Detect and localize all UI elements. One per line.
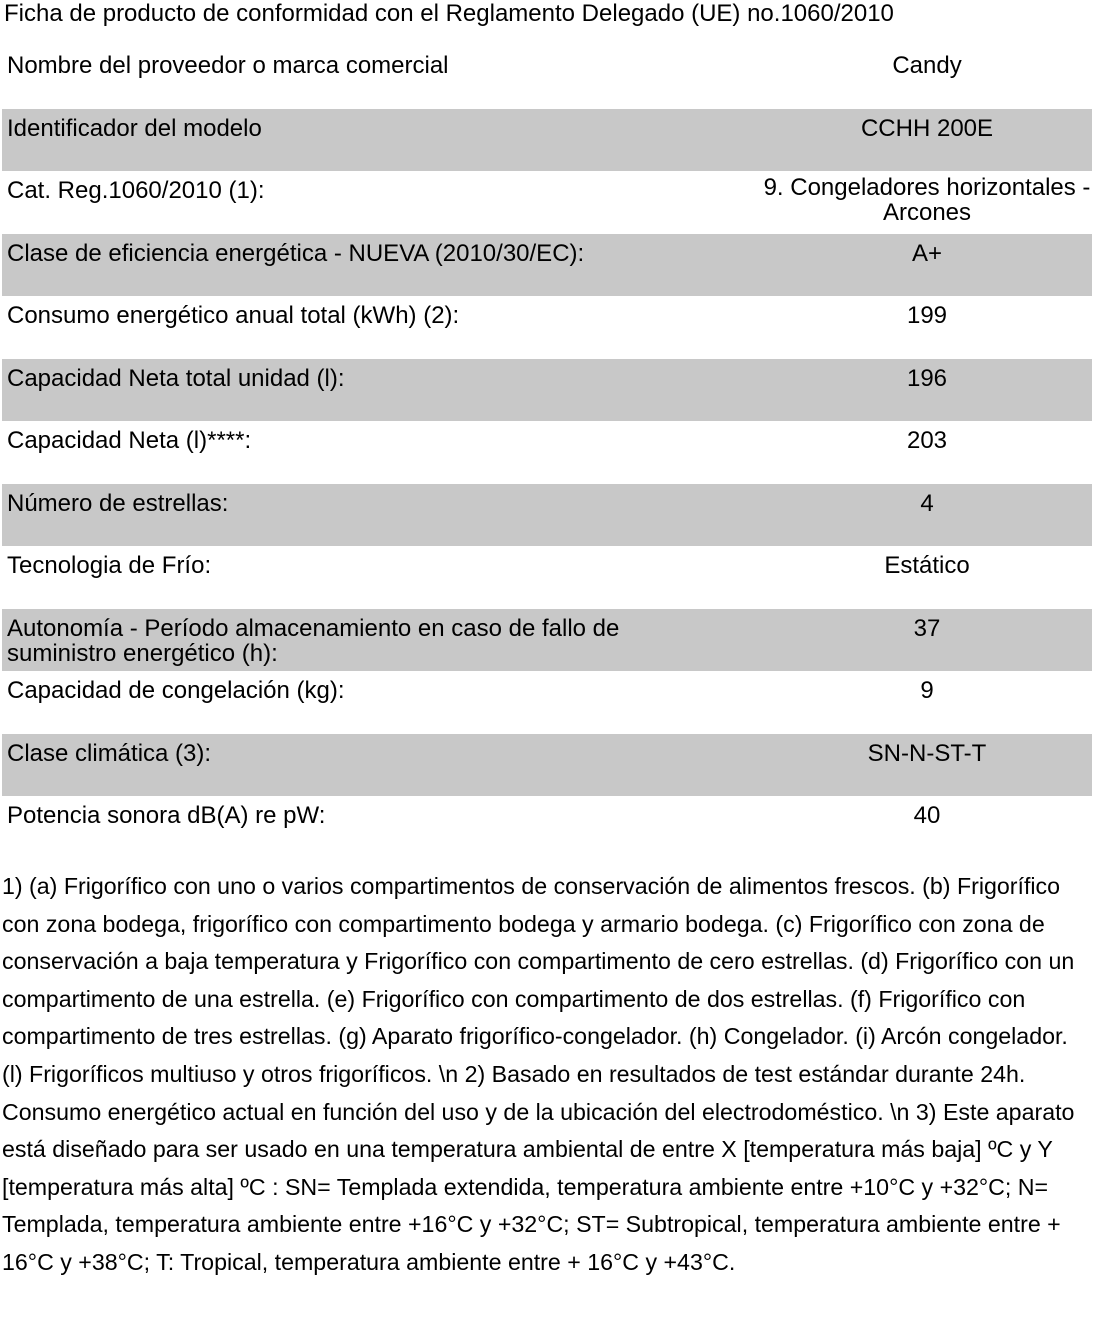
row-value: Estático — [884, 552, 970, 579]
row-value: 196 — [906, 364, 948, 392]
row-value: 199 — [906, 302, 948, 329]
row-label: Nombre del proveedor o marca comercial — [7, 52, 449, 79]
row-value: 37 — [913, 614, 941, 642]
table-row — [2, 421, 1092, 484]
row-label: Tecnologia de Frío: — [7, 552, 212, 579]
row-value: 203 — [906, 427, 948, 454]
row-label: Consumo energético anual total (kWh) (2): — [7, 302, 460, 329]
row-label: Capacidad Neta total unidad (l): — [7, 364, 345, 392]
row-value: 40 — [913, 802, 941, 829]
row-label: Clase de eficiencia energética - NUEVA (2010/30/EC): — [7, 239, 585, 267]
table-row — [2, 609, 1092, 672]
table-row — [2, 296, 1092, 359]
row-value: Candy — [892, 52, 962, 79]
table-row — [2, 171, 1092, 234]
row-value: 9. Congeladores horizontales - Arcones — [763, 174, 1091, 226]
row-value: A+ — [911, 239, 943, 267]
row-value: 9 — [920, 677, 934, 704]
row-label: Capacidad de congelación (kg): — [7, 677, 345, 704]
table-row — [2, 796, 1092, 859]
footnotes: 1) (a) Frigorífico con uno o varios compartimentos de conservación de alimentos frescos. (b) Frigorífico con zona bodega, frigorífico con compartimento bodega y armario bodega. (c) Frigorífico con zona de conservación a baja temperatura y Frigorífico con compartimento de cero estrellas. (d) Frigorífico con un compartimento de una estrella. (e) Frigorífico con compartimento de dos estrellas. (f) Frigorífico con compartimento de tres estrellas. (g) Aparato frigorífico-congelador. (h) Congelador. (i) Arcón congelador. (l) Frigoríficos multiuso y otros frigoríficos. \n 2) Basado en resultados de test estándar durante 24h. Consumo energético actual en función del uso y de la ubicación del electrodoméstico. \n 3) Este aparato está diseñado para ser usado en una temperatura ambiental de entre X [temperatura más baja] ºC y Y [temperatura más alta] ºC : SN= Templada extendida, temperatura ambiente entre +10°C y +32°C; N= Templada, temperatura ambiente entre +16°C y +32°C; ST= Subtropical, temperatura ambiente entre + 16°C y +38°C; T: Tropical, temperatura ambiente entre + 16°C y +43°C. — [2, 873, 1075, 1275]
table-row — [2, 546, 1092, 609]
row-value: 4 — [920, 489, 934, 517]
row-value: SN-N-ST-T — [867, 739, 987, 767]
row-label: Capacidad Neta (l)****: — [7, 427, 252, 454]
table-row — [2, 359, 1092, 422]
table-row — [2, 671, 1092, 734]
table-row — [2, 234, 1092, 297]
page-title: Ficha de producto de conformidad con el Reglamento Delegado (UE) no.1060/2010 — [4, 0, 894, 27]
row-label: Autonomía - Período almacenamiento en caso de fallo de suministro energético (h): — [7, 614, 620, 667]
row-label: Número de estrellas: — [7, 489, 229, 517]
row-value: CCHH 200E — [860, 114, 994, 142]
table-row — [2, 46, 1092, 109]
row-label: Identificador del modelo — [7, 114, 262, 142]
table-row — [2, 484, 1092, 547]
product-sheet-table — [2, 46, 1092, 859]
table-row — [2, 109, 1092, 172]
row-label: Cat. Reg.1060/2010 (1): — [7, 177, 265, 204]
row-label: Clase climática (3): — [7, 739, 212, 767]
row-label: Potencia sonora dB(A) re pW: — [7, 802, 326, 829]
table-row — [2, 734, 1092, 797]
